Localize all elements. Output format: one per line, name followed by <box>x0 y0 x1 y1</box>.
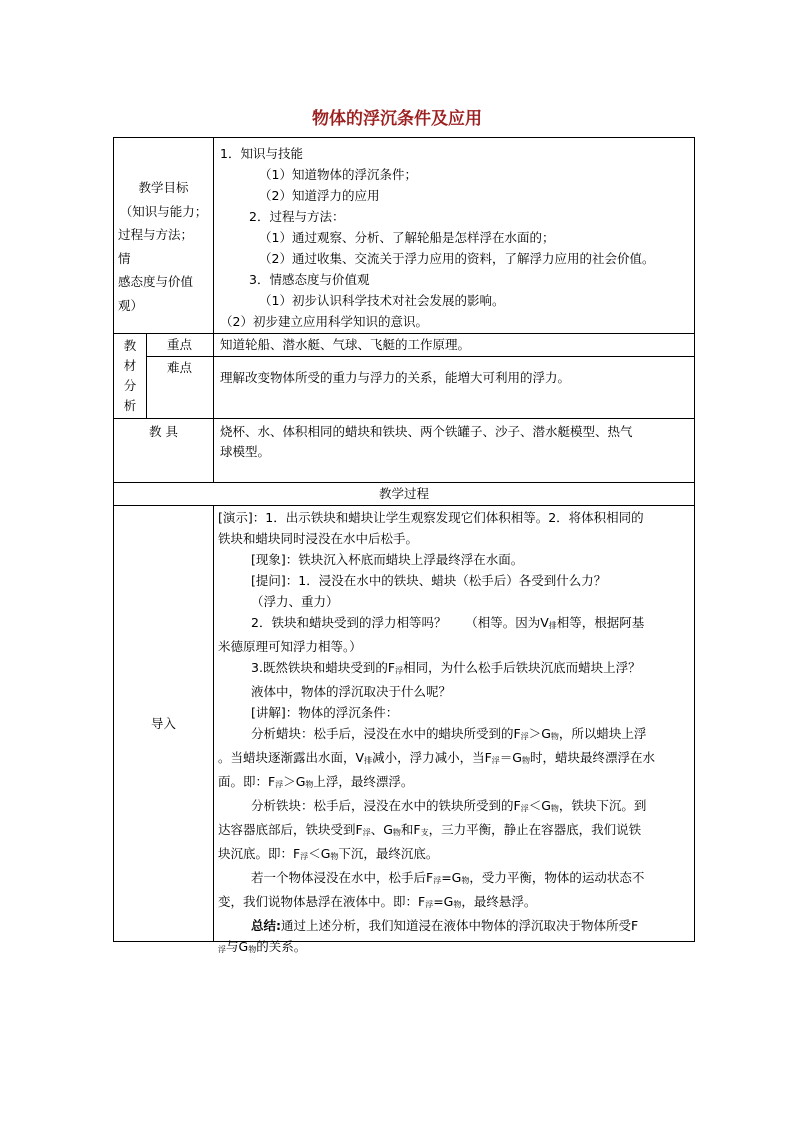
para-line: [提问]：1．浸没在水中的铁块、蜡块（松手后）各受到什么力？ <box>251 573 607 588</box>
objective-line: （1）通过观察、分析、了解轮船是怎样浮在水面的； <box>259 230 555 245</box>
para-line: 块沉底。即：$F_浮<G_物$下沉，最终沉底。 <box>218 846 439 861</box>
analysis-label-char: 分 <box>123 378 137 393</box>
row-divider <box>114 418 694 419</box>
objective-line: 2．过程与方法： <box>249 209 345 224</box>
analysis-label-char: 材 <box>123 358 137 373</box>
intro-label: 导入 <box>150 716 176 731</box>
para-line: （浮力、重力） <box>251 594 339 609</box>
objectives-label-line: 感态度与价值 <box>118 274 194 289</box>
process-header: 教学过程 <box>378 486 429 501</box>
objective-line: （2）知道浮力的应用 <box>259 188 380 203</box>
para-line: 2．铁块和蜡块受到的浮力相等吗？ （相等。因为$V_排$相等，根据阿基 <box>251 615 645 630</box>
objectives-label-line: 过程与方法； <box>118 227 194 242</box>
para-line: [讲解]：物体的浮沉条件： <box>251 705 399 720</box>
para-line: 分析蜡块：松手后，浸没在水中的蜡块所受到的$F_浮>G_物$，所以蜡块上浮 <box>251 726 647 741</box>
tools-line: 烧杯、水、体积相同的蜡块和铁块、两个铁罐子、沙子、潜水艇模型、热气 <box>220 424 633 439</box>
column-divider <box>213 505 214 941</box>
objective-line: 3．情感态度与价值观 <box>249 272 370 287</box>
para-line: $_浮$与$G_物$的关系。 <box>218 939 307 954</box>
objective-line: 1．知识与技能 <box>220 146 303 161</box>
para-line: 总结:通过上述分析，我们知道浸在液体中物体的浮沉取决于物体所受F <box>251 918 639 933</box>
lesson-table <box>113 137 695 954</box>
para-line: [演示]：1．出示铁块和蜡块让学生观察发现它们体积相等。2．将体积相同的 <box>218 510 644 525</box>
objectives-label-line: （知识与能力； <box>119 203 208 219</box>
difficult-point-label: 难点 <box>166 360 192 375</box>
para-line: 分析铁块：松手后，浸没在水中的铁块所受到的$F_浮<G_物$，铁块下沉。到 <box>251 798 647 813</box>
process-body <box>218 507 692 960</box>
analysis-label <box>114 336 146 416</box>
para-line: 变，我们说物体悬浮在液体中。即：$F_浮=G_物$，最终悬浮。 <box>218 894 537 909</box>
difficult-point-text: 理解改变物体所受的重力与浮力的关系，能増大可利用的浮力。 <box>220 370 571 385</box>
objective-line: （1）初步认识科学技术对社会发展的影响。 <box>259 293 505 308</box>
para-line: 米德原理可知浮力相等。） <box>218 639 362 654</box>
para-line: 达容器底部后，铁块受到$F_浮$、$G_物$和$F_支$，三力平衡，静止在容器底，我们说铁 <box>218 822 642 837</box>
objective-line: （2）通过收集、交流关于浮力应用的资料，了解浮力应用的社会价值。 <box>259 251 655 266</box>
objective-line: （1）知道物体的浮沉条件； <box>259 167 417 182</box>
analysis-label-char: 教 <box>123 338 137 353</box>
row-divider <box>114 482 694 483</box>
para-line: 。当蜡块逐渐露出水面，$V_排$减小，浮力减小，当$F_浮=G_物$时，蜡块最终漂浮在水 <box>218 750 655 765</box>
row-divider <box>146 356 694 357</box>
para-line: 面。即：$F_浮>G_物$上浮，最终漂浮。 <box>218 774 414 789</box>
para-line: [现象]：铁块沉入杯底而蜡块上浮最终浮在水面。 <box>251 552 524 567</box>
tools-line: 球模型。 <box>220 444 271 459</box>
key-point-text: 知道轮船、潜水艇、气球、飞艇的工作原理。 <box>220 337 471 352</box>
key-point-label: 重点 <box>166 337 192 352</box>
row-divider <box>114 505 694 506</box>
para-line: 液体中，物体的浮沉取决于什么呢？ <box>251 684 452 699</box>
row-divider <box>114 333 694 334</box>
objectives-label-line: 情 <box>118 250 131 266</box>
objectives-label-rest <box>118 223 213 317</box>
para-line: 铁块和蜡块同时浸没在水中后松手。 <box>218 531 419 546</box>
objectives-label <box>114 176 213 223</box>
column-divider <box>213 138 214 482</box>
para-line: 3.既然铁块和蜡块受到的$F_浮$相同，为什么松手后铁块沉底而蜡块上浮？ <box>251 660 641 675</box>
analysis-label-char: 析 <box>123 398 137 413</box>
tools-label: 教 具 <box>149 424 178 439</box>
objectives-label-line: 观） <box>118 297 144 313</box>
para-line: 若一个物体浸没在水中，松手后$F_浮=G_物$，受力平衡，物体的运动状态不 <box>251 870 645 885</box>
page-title: 物体的浮沉条件及应用 <box>312 109 482 129</box>
objectives-label-line: 教学目标 <box>138 180 189 195</box>
objective-line: （2）初步建立应用科学知识的意识。 <box>220 314 428 329</box>
